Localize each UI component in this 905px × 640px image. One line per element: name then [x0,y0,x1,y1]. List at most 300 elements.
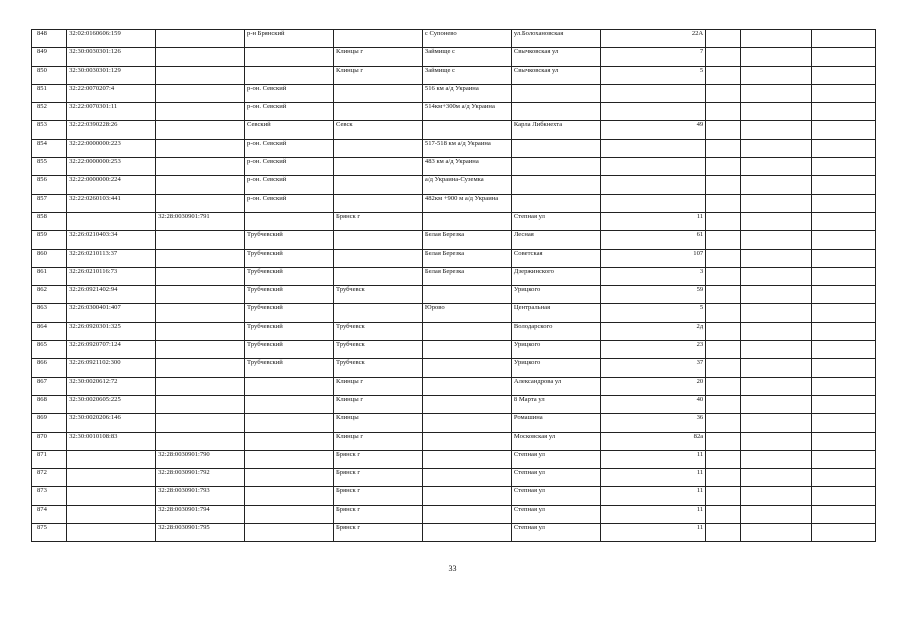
cell-row-number: 853 [32,121,67,139]
cell-extra-3 [811,249,875,267]
cell-city: Клинцы [333,414,422,432]
cell-cadastral-number-2 [156,48,245,66]
cell-cadastral-number-2 [156,158,245,176]
cell-row-number: 863 [32,304,67,322]
table-row [32,84,876,102]
cell-cadastral-number: 32:26:0920301:325 [67,322,156,340]
cell-cadastral-number: 32:26:0921102:300 [67,359,156,377]
cell-cadastral-number: 32:26:0300401:407 [67,304,156,322]
cell-street: Советская [511,249,600,267]
cell-city [333,84,422,102]
cell-street: Центральная [511,304,600,322]
cell-cadastral-number: 32:22:0000000:224 [67,176,156,194]
cell-street: Степная ул [511,524,600,542]
cell-row-number: 875 [32,524,67,542]
cell-extra-1 [706,450,741,468]
cell-city: Клинцы г [333,432,422,450]
cell-settlement: с Супонево [422,30,511,48]
cell-cadastral-number-2: 32:28:0030901:791 [156,212,245,230]
cell-cadastral-number [67,469,156,487]
cell-extra-3 [811,267,875,285]
cell-cadastral-number [67,487,156,505]
cell-house-number [600,84,705,102]
cell-extra-1 [706,432,741,450]
cell-house-number [600,194,705,212]
cell-extra-3 [811,194,875,212]
cell-district: Трубчевский [245,341,334,359]
cell-street: Степная ул [511,505,600,523]
cell-city [333,158,422,176]
cell-row-number: 848 [32,30,67,48]
cell-city: Клинцы г [333,48,422,66]
cell-extra-2 [741,231,811,249]
cell-cadastral-number: 32:30:0030301:126 [67,48,156,66]
cell-district: Трубчевский [245,322,334,340]
cell-house-number: 11 [600,212,705,230]
cell-cadastral-number-2 [156,176,245,194]
table-row [32,267,876,285]
cell-extra-3 [811,487,875,505]
cell-cadastral-number-2: 32:28:0030901:792 [156,469,245,487]
table-row [32,231,876,249]
cell-extra-3 [811,359,875,377]
cell-house-number: 5 [600,66,705,84]
cell-extra-3 [811,30,875,48]
cell-cadastral-number-2 [156,395,245,413]
cell-street: Свычковская ул [511,66,600,84]
cell-house-number: 7 [600,48,705,66]
cell-cadastral-number-2 [156,194,245,212]
cell-cadastral-number-2: 32:28:0030901:795 [156,524,245,542]
cell-extra-2 [741,267,811,285]
cell-house-number: 2д [600,322,705,340]
cell-district: р-он. Севский [245,139,334,157]
cell-city [333,231,422,249]
cell-row-number: 858 [32,212,67,230]
cell-extra-1 [706,322,741,340]
cell-row-number: 873 [32,487,67,505]
table-body [32,30,876,542]
cell-city [333,103,422,121]
cell-street: Володарского [511,322,600,340]
cell-extra-2 [741,286,811,304]
cell-cadastral-number: 32:26:0920707:124 [67,341,156,359]
cell-row-number: 849 [32,48,67,66]
cell-house-number [600,176,705,194]
cell-city [333,249,422,267]
cell-cadastral-number-2 [156,304,245,322]
cell-district [245,450,334,468]
cell-district: Трубчевский [245,359,334,377]
cell-settlement [422,450,511,468]
cell-house-number: 59 [600,286,705,304]
table-row [32,121,876,139]
cell-street: Ромашина [511,414,600,432]
cell-street [511,139,600,157]
cell-house-number: 107 [600,249,705,267]
cell-extra-2 [741,194,811,212]
page-number: 33 [448,564,457,573]
cell-settlement [422,212,511,230]
cell-extra-1 [706,194,741,212]
table-row [32,524,876,542]
cell-extra-2 [741,249,811,267]
cell-city: Трубчевск [333,322,422,340]
cell-cadastral-number: 32:30:0010108:83 [67,432,156,450]
cell-city: Клинцы г [333,377,422,395]
table-row [32,48,876,66]
cell-street: Лесная [511,231,600,249]
cell-cadastral-number-2 [156,377,245,395]
cell-district [245,48,334,66]
cell-extra-2 [741,158,811,176]
cell-house-number: 40 [600,395,705,413]
cell-row-number: 859 [32,231,67,249]
cell-settlement: Займище с [422,48,511,66]
cell-extra-1 [706,249,741,267]
cell-city: Севск [333,121,422,139]
cell-house-number: 37 [600,359,705,377]
cell-cadastral-number: 32:26:0921402:94 [67,286,156,304]
cell-cadastral-number-2 [156,341,245,359]
cell-settlement: Займище с [422,66,511,84]
cell-cadastral-number-2 [156,267,245,285]
cell-cadastral-number: 32:22:0000000:253 [67,158,156,176]
cell-street [511,176,600,194]
table-row [32,176,876,194]
cell-row-number: 865 [32,341,67,359]
cell-cadastral-number: 32:26:0210116:73 [67,267,156,285]
cell-settlement [422,395,511,413]
cell-extra-2 [741,84,811,102]
cell-settlement: Белая Березка [422,249,511,267]
cell-cadastral-number: 32:22:0070301:11 [67,103,156,121]
cell-extra-1 [706,231,741,249]
cell-extra-1 [706,469,741,487]
cell-settlement [422,121,511,139]
cell-street: Московская ул [511,432,600,450]
cell-street: 8 Марта ул [511,395,600,413]
table-row [32,487,876,505]
cell-district: Трубчевский [245,286,334,304]
cell-cadastral-number: 32:22:0000000:223 [67,139,156,157]
cell-street [511,158,600,176]
cell-settlement: 516 км а/д Украина [422,84,511,102]
cell-row-number: 855 [32,158,67,176]
cell-cadastral-number-2 [156,84,245,102]
cell-extra-3 [811,66,875,84]
cell-row-number: 850 [32,66,67,84]
cell-settlement [422,487,511,505]
cell-street [511,103,600,121]
cell-street: Урицкого [511,286,600,304]
cell-street [511,194,600,212]
cell-extra-3 [811,322,875,340]
cell-row-number: 857 [32,194,67,212]
cell-city [333,176,422,194]
cell-city [333,304,422,322]
cell-city: Брянск г [333,450,422,468]
cell-district [245,395,334,413]
cell-extra-2 [741,30,811,48]
cell-extra-1 [706,30,741,48]
cell-settlement: 482км +900 м а/д Украина [422,194,511,212]
cell-city: Брянск г [333,487,422,505]
cell-row-number: 852 [32,103,67,121]
cell-extra-1 [706,286,741,304]
registry-table-container [31,29,876,542]
cell-extra-2 [741,469,811,487]
table-row [32,450,876,468]
cell-extra-1 [706,377,741,395]
cell-extra-3 [811,286,875,304]
cell-extra-1 [706,48,741,66]
cell-extra-1 [706,139,741,157]
cell-extra-1 [706,267,741,285]
table-row [32,304,876,322]
cell-row-number: 861 [32,267,67,285]
cell-row-number: 866 [32,359,67,377]
cell-district: р-он. Севский [245,84,334,102]
cell-settlement: 517-518 км а/д Украина [422,139,511,157]
cell-settlement: Белая Березка [422,231,511,249]
cell-district [245,212,334,230]
cell-extra-1 [706,103,741,121]
cell-settlement: 483 км а/д Украина [422,158,511,176]
cell-extra-1 [706,304,741,322]
cell-extra-2 [741,414,811,432]
cell-cadastral-number: 32:26:0210113:37 [67,249,156,267]
cell-settlement [422,286,511,304]
cell-cadastral-number: 32:22:0260103:441 [67,194,156,212]
cell-settlement [422,341,511,359]
cell-row-number: 856 [32,176,67,194]
cell-district [245,524,334,542]
cell-house-number [600,158,705,176]
cell-district [245,377,334,395]
cell-extra-3 [811,139,875,157]
cell-extra-3 [811,84,875,102]
table-row [32,103,876,121]
cell-extra-1 [706,505,741,523]
table-row [32,212,876,230]
cell-extra-3 [811,176,875,194]
cell-cadastral-number-2 [156,121,245,139]
cell-district: р-он. Севский [245,176,334,194]
cell-settlement [422,359,511,377]
registry-table [31,29,876,542]
cell-row-number: 862 [32,286,67,304]
cell-house-number: 11 [600,524,705,542]
table-row [32,359,876,377]
cell-extra-3 [811,505,875,523]
cell-cadastral-number-2 [156,103,245,121]
cell-extra-2 [741,48,811,66]
cell-city: Брянск г [333,469,422,487]
cell-cadastral-number-2 [156,139,245,157]
cell-extra-3 [811,450,875,468]
cell-city: Брянск г [333,505,422,523]
cell-house-number: 11 [600,487,705,505]
cell-extra-1 [706,121,741,139]
cell-house-number: 11 [600,450,705,468]
cell-cadastral-number [67,450,156,468]
cell-cadastral-number: 32:30:0020612:72 [67,377,156,395]
cell-house-number: 22А [600,30,705,48]
cell-city [333,139,422,157]
cell-extra-3 [811,231,875,249]
cell-row-number: 874 [32,505,67,523]
cell-district [245,66,334,84]
cell-extra-3 [811,121,875,139]
cell-settlement [422,322,511,340]
table-row [32,322,876,340]
cell-row-number: 854 [32,139,67,157]
cell-cadastral-number: 32:30:0020605:225 [67,395,156,413]
cell-extra-2 [741,377,811,395]
table-row [32,66,876,84]
cell-house-number: 61 [600,231,705,249]
cell-street: Александрова ул [511,377,600,395]
cell-house-number: 20 [600,377,705,395]
cell-cadastral-number-2 [156,286,245,304]
cell-row-number: 851 [32,84,67,102]
cell-extra-1 [706,524,741,542]
cell-extra-1 [706,212,741,230]
cell-settlement [422,432,511,450]
cell-extra-3 [811,103,875,121]
cell-district: Трубчевский [245,249,334,267]
cell-extra-3 [811,469,875,487]
cell-cadastral-number-2: 32:28:0030901:794 [156,505,245,523]
cell-street: Урицкого [511,341,600,359]
cell-extra-1 [706,341,741,359]
cell-district [245,469,334,487]
cell-district: р-н Брянский [245,30,334,48]
cell-street: Степная ул [511,487,600,505]
table-row [32,341,876,359]
cell-settlement: 514км+300м а/д Украина [422,103,511,121]
cell-street: Степная ул [511,212,600,230]
cell-city: Брянск г [333,212,422,230]
cell-cadastral-number-2 [156,432,245,450]
cell-extra-2 [741,505,811,523]
cell-settlement: Юрово [422,304,511,322]
cell-extra-3 [811,414,875,432]
cell-extra-2 [741,103,811,121]
cell-cadastral-number [67,505,156,523]
table-row [32,469,876,487]
cell-extra-3 [811,212,875,230]
table-row [32,139,876,157]
cell-cadastral-number: 32:22:0390228:26 [67,121,156,139]
cell-city: Трубчевск [333,341,422,359]
cell-extra-1 [706,359,741,377]
cell-settlement: Белая Березка [422,267,511,285]
table-row [32,158,876,176]
cell-row-number: 870 [32,432,67,450]
cell-district [245,414,334,432]
cell-extra-1 [706,176,741,194]
cell-street: Свычковская ул [511,48,600,66]
cell-extra-2 [741,212,811,230]
cell-district: Трубчевский [245,231,334,249]
table-row [32,286,876,304]
cell-street: ул.Болохановская [511,30,600,48]
cell-extra-2 [741,304,811,322]
cell-extra-2 [741,359,811,377]
cell-cadastral-number-2 [156,322,245,340]
cell-extra-2 [741,524,811,542]
cell-district [245,432,334,450]
cell-street: Карла Либкнехта [511,121,600,139]
cell-city: Трубчевск [333,359,422,377]
cell-house-number: 36 [600,414,705,432]
cell-extra-3 [811,341,875,359]
cell-cadastral-number-2: 32:28:0030901:790 [156,450,245,468]
cell-cadastral-number: 32:22:0070207:4 [67,84,156,102]
cell-row-number: 869 [32,414,67,432]
cell-extra-2 [741,395,811,413]
cell-extra-2 [741,450,811,468]
cell-house-number [600,139,705,157]
cell-extra-2 [741,432,811,450]
cell-extra-2 [741,139,811,157]
cell-district: Трубчевский [245,304,334,322]
cell-city [333,30,422,48]
cell-extra-2 [741,176,811,194]
cell-cadastral-number [67,212,156,230]
cell-extra-1 [706,158,741,176]
cell-row-number: 871 [32,450,67,468]
cell-district: р-он. Севский [245,103,334,121]
table-row [32,377,876,395]
cell-settlement [422,377,511,395]
cell-cadastral-number-2 [156,66,245,84]
cell-extra-2 [741,487,811,505]
cell-district [245,487,334,505]
cell-settlement [422,414,511,432]
table-row [32,395,876,413]
cell-extra-1 [706,84,741,102]
cell-row-number: 868 [32,395,67,413]
cell-cadastral-number: 32:26:0210403:34 [67,231,156,249]
cell-house-number: 82а [600,432,705,450]
cell-settlement [422,469,511,487]
cell-district: р-он. Севский [245,194,334,212]
cell-extra-3 [811,395,875,413]
cell-extra-1 [706,487,741,505]
cell-house-number: 23 [600,341,705,359]
cell-cadastral-number [67,524,156,542]
cell-extra-3 [811,524,875,542]
table-row [32,505,876,523]
cell-extra-3 [811,158,875,176]
cell-row-number: 872 [32,469,67,487]
cell-street: Дзержинского [511,267,600,285]
cell-settlement: а/д Украина-Суземка [422,176,511,194]
cell-extra-3 [811,377,875,395]
table-row [32,30,876,48]
cell-house-number: 3 [600,267,705,285]
cell-extra-2 [741,121,811,139]
cell-cadastral-number-2 [156,249,245,267]
cell-city: Клинцы г [333,395,422,413]
table-row [32,249,876,267]
cell-extra-2 [741,66,811,84]
cell-cadastral-number-2: 32:28:0030901:793 [156,487,245,505]
table-row [32,432,876,450]
